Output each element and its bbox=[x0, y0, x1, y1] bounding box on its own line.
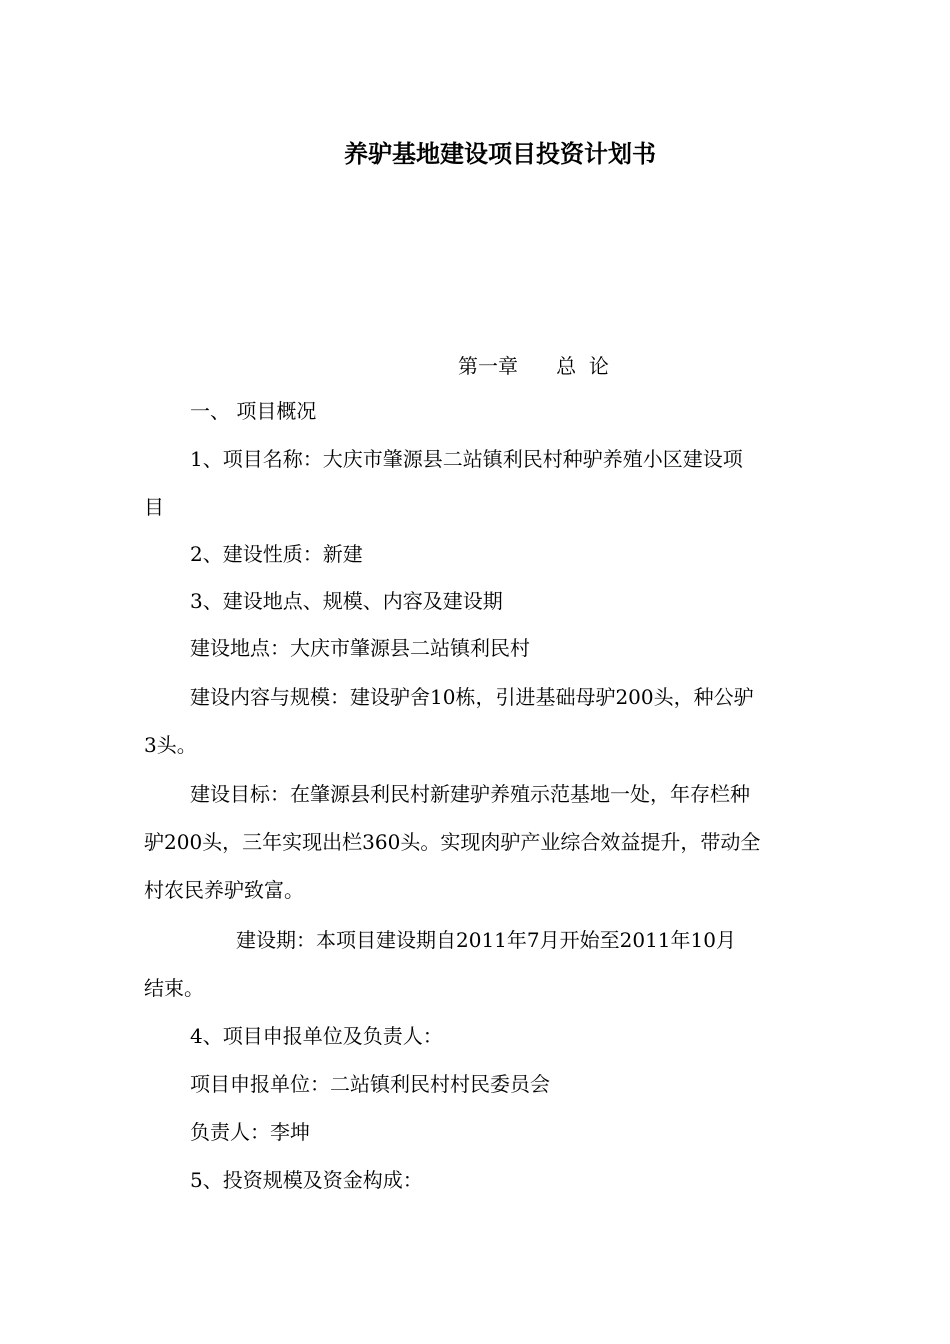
paragraph-line: 建设目标：在肇源县利民村新建驴养殖示范基地一处，年存栏种 bbox=[190, 782, 750, 806]
paragraph-line: 负责人：李坤 bbox=[190, 1120, 310, 1144]
paragraph-line: 项目申报单位：二站镇利民村村民委员会 bbox=[190, 1072, 550, 1096]
paragraph-line: 建设地点：大庆市肇源县二站镇利民村 bbox=[190, 636, 530, 660]
paragraph-line: 建设期：本项目建设期自2011年7月开始至2011年10月 bbox=[236, 928, 736, 952]
paragraph-line: 驴200头，三年实现出栏360头。实现肉驴产业综合效益提升，带动全 bbox=[144, 830, 761, 854]
paragraph-line: 3头。 bbox=[144, 733, 197, 757]
paragraph-line: 5、投资规模及资金构成： bbox=[190, 1168, 423, 1192]
paragraph-line: 建设内容与规模：建设驴舍10栋，引进基础母驴200头，种公驴 bbox=[190, 685, 754, 709]
paragraph-line: 1、项目名称：大庆市肇源县二站镇利民村种驴养殖小区建设项 bbox=[190, 447, 743, 471]
paragraph-line: 2、建设性质：新建 bbox=[190, 542, 363, 566]
document-title: 养驴基地建设项目投资计划书 bbox=[344, 139, 656, 168]
section-heading: 一、 项目概况 bbox=[190, 399, 317, 423]
paragraph-line: 4、项目申报单位及负责人： bbox=[190, 1024, 443, 1048]
chapter-heading: 第一章 总 论 bbox=[458, 354, 609, 378]
paragraph-line: 村农民养驴致富。 bbox=[144, 878, 304, 902]
paragraph-line: 3、建设地点、规模、内容及建设期 bbox=[190, 589, 503, 613]
paragraph-line: 目 bbox=[144, 495, 164, 519]
paragraph-line: 结束。 bbox=[144, 976, 204, 1000]
